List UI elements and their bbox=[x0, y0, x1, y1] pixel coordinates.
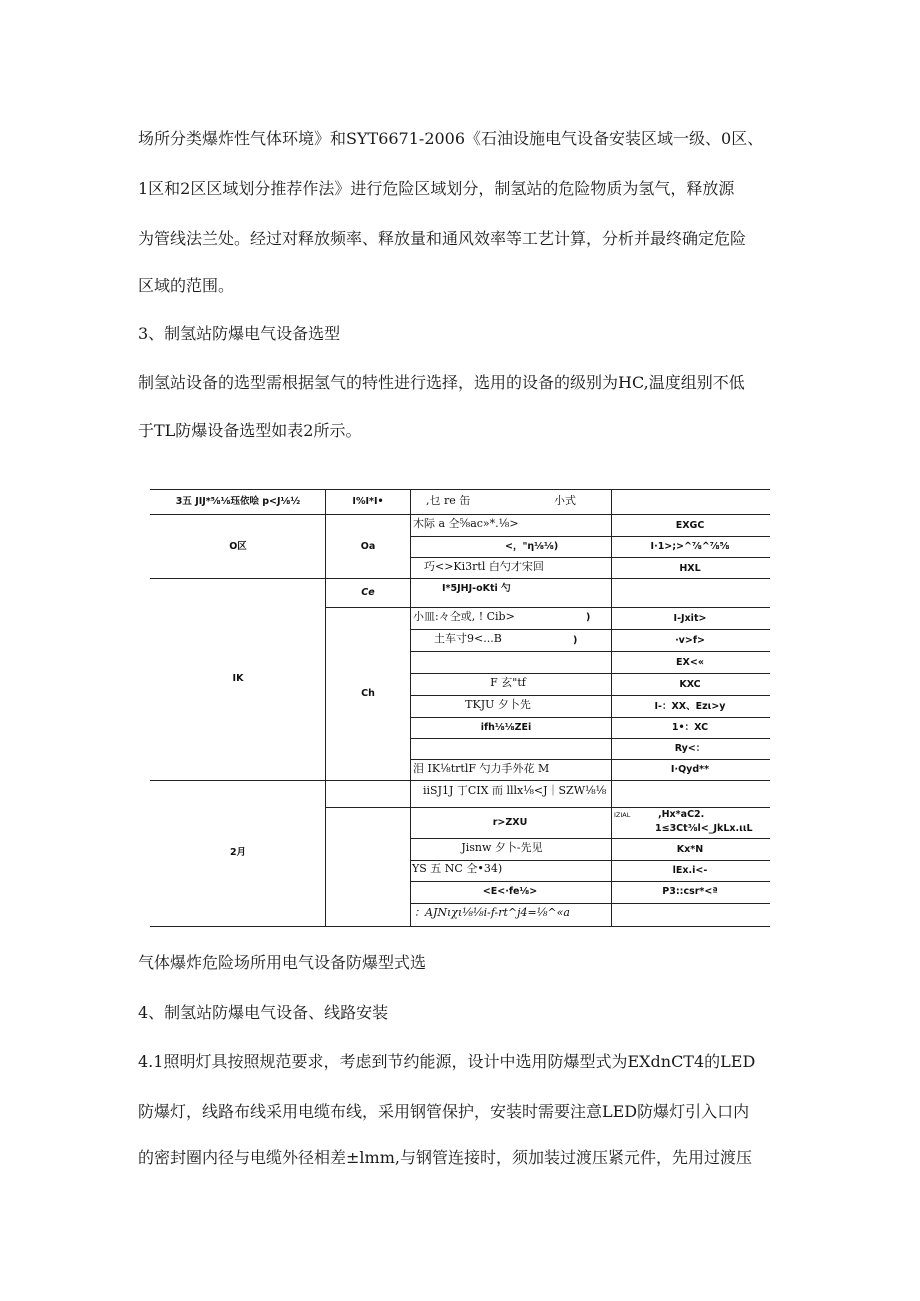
header-sub: I%I*I• bbox=[352, 496, 384, 507]
zone-0-row-2-type: <，"η⅛⅛) bbox=[505, 541, 559, 552]
zone-1-row-8-type: 泪 IK⅛trtlF 勺力手外花 M bbox=[413, 762, 550, 775]
zone-1-row-5-type: TKJU 夕卜先 bbox=[465, 698, 531, 711]
paragraph-3-line-1: 4.1照明灯具按照规范要求，考虑到节约能源，设计中选用防爆型式为EXdnCT4的LED bbox=[138, 1052, 756, 1071]
zone-1-row-1-mark: I-Jxit> bbox=[673, 613, 707, 624]
table-caption: 气体爆炸危险场所用电气设备防爆型式选 bbox=[138, 953, 427, 972]
paragraph-1-line-2: 1区和2区区域划分推荐作法》进行危险区域划分，制氢站的危险物质为氢气，释放源 bbox=[138, 179, 735, 198]
zone-0-label: O区 bbox=[229, 541, 247, 552]
paragraph-1-line-1: 场所分类爆炸性气体环境》和SYT6671-2006《石油设施电气设备安装区域一级、0区、 bbox=[138, 129, 764, 148]
zone-2-row-5-type: ：AJNιχι⅛⅛i-f-rt^j4=⅛^«a bbox=[414, 906, 570, 919]
zone-0-sub: Oa bbox=[360, 541, 376, 552]
zone-2-row-3-mark: lEx.i<- bbox=[672, 865, 708, 876]
section-heading-3: 3、制氢站防爆电气设备选型 bbox=[138, 324, 341, 343]
zone-1-row-7-mark: Ry<： bbox=[674, 743, 706, 754]
zone-2-row-2-type: Jisnw 夕卜-先见 bbox=[461, 841, 543, 854]
header-zone: 3五 JIJ*⅝⅛珏依哙 p<J⅛½ bbox=[175, 496, 301, 507]
zone-0-row-3-mark: HXL bbox=[679, 563, 701, 574]
zone-2-row-2-mark: Kx*N bbox=[676, 844, 704, 855]
zone-0-row-1-mark: EXGC bbox=[675, 520, 705, 531]
zone-1-row-1-close: ) bbox=[586, 612, 591, 623]
paragraph-1-line-4: 区域的范围。 bbox=[138, 276, 235, 295]
header-type: ,乜 re 缶 bbox=[426, 494, 471, 507]
zone-2-row-4-type: <E<∙fe⅛> bbox=[482, 886, 538, 897]
zone-0-row-2-mark: I∙1>;>^⅞^⅞⅝ bbox=[650, 541, 730, 552]
zone-0-row-3-type: 巧<>Ki3rtl 白勺才宋回 bbox=[424, 560, 544, 573]
zone-1-row-3-mark: EX<« bbox=[676, 657, 704, 668]
zone-2-row-1-type: r>ZXU bbox=[492, 817, 528, 828]
header-form: 小式 bbox=[554, 494, 576, 507]
zone-1-row-2-type: 土车寸9<...B bbox=[434, 632, 502, 645]
zone-1-row-6-mark: 1•：XC bbox=[671, 722, 709, 733]
zone-2-row-1-mark-b: 1≤3Ct⅜l<_JkLx.ιιL bbox=[655, 823, 753, 834]
zone-1-row-4-type: F 玄"tf bbox=[490, 676, 526, 689]
zone-2-label: 2月 bbox=[229, 847, 247, 858]
section-heading-4: 4、制氢站防爆电气设备、线路安装 bbox=[138, 1003, 389, 1022]
paragraph-3-line-3: 的密封圈内径与电缆外径相差±lmm,与钢管连接时，须加装过渡压紧元件，先用过渡压 bbox=[138, 1148, 752, 1167]
zone-1-row-5-mark: I-：XX、Ezι>y bbox=[654, 701, 726, 712]
zone-2-row-1-mark-small: IZIAL bbox=[614, 811, 631, 819]
zone-1-row-4-mark: KXC bbox=[679, 679, 701, 690]
zone-0-row-1-type: 木际 a 仝⅝ac»*.⅛> bbox=[413, 517, 519, 530]
paragraph-1-line-3: 为管线法兰处。经过对释放频率、释放量和通风效率等工艺计算，分析并最终确定危险 bbox=[138, 229, 747, 248]
zone-1-ce: Ce bbox=[361, 587, 375, 598]
equipment-selection-table bbox=[150, 489, 770, 927]
zone-1-row-2-mark: ∙v>f> bbox=[675, 635, 705, 646]
zone-1-row-1-type: 小皿:々仝或, ! Cib> bbox=[413, 610, 515, 623]
zone-2-first-type: iiSJ1J 丁CIX 而 lllx⅛<J｜SZW⅛⅛ bbox=[423, 784, 607, 797]
zone-2-row-4-mark: P3::csr*<ª bbox=[662, 886, 718, 897]
zone-1-ch: Ch bbox=[361, 688, 375, 699]
paragraph-2-line-1: 制氢站设备的选型需根据氢气的特性进行选择，选用的设备的级别为HC,温度组别不低 bbox=[138, 373, 745, 392]
zone-2-row-1-mark-a: ,Hx*aC2. bbox=[658, 809, 705, 820]
zone-1-ce-type: I*5JHJ-oKti 勺 bbox=[442, 583, 511, 594]
zone-1-label: IK bbox=[232, 673, 244, 684]
zone-1-row-6-type: ifh⅛⅛ZEi bbox=[480, 722, 532, 733]
zone-2-row-3-type: YS 五 NC 仝•34) bbox=[412, 862, 503, 875]
paragraph-2-line-2: 于TL防爆设备选型如表2所示。 bbox=[138, 421, 362, 440]
paragraph-3-line-2: 防爆灯，线路布线采用电缆布线，采用钢管保护，安装时需要注意LED防爆灯引入口内 bbox=[138, 1102, 750, 1121]
zone-1-row-8-mark: I∙Qyd** bbox=[670, 764, 710, 775]
zone-1-row-2-close: ) bbox=[573, 635, 578, 646]
